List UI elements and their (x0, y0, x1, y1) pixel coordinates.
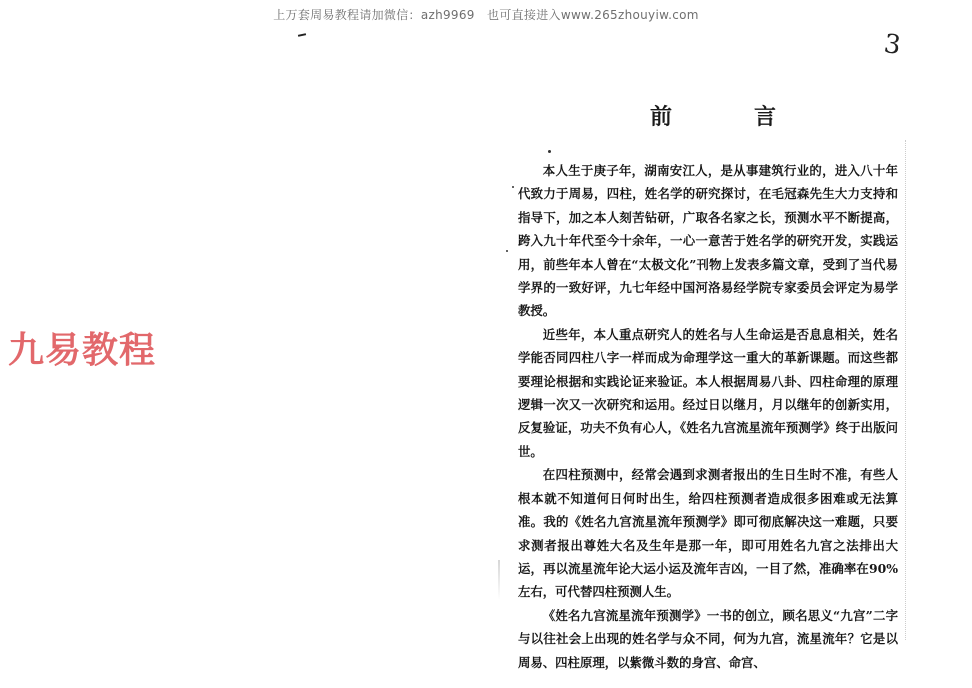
scan-speck (548, 150, 551, 153)
watermark-logo: 九易教程 (8, 330, 157, 371)
page-number: 3 (881, 28, 903, 62)
scan-speck (512, 186, 514, 188)
scan-mark (298, 33, 306, 37)
paragraph-3: 在四柱预测中，经常会遇到求测者报出的生日生时不准，有些人根本就不知道何日何时出生，给四柱预测者造成很多困难或无法算准。我的《姓名九宫流星流年预测学》即可彻底解决这一难题，只要求测者报出尊姓大名及生年是那一年，即可用姓名九宫之法排出大运，再以流星流年论大运小运及流年吉凶，一目了然，准确率在90%左右，可代替四柱预测人生。 (518, 467, 898, 600)
preface-section (518, 96, 898, 674)
scan-speck (506, 250, 508, 252)
paragraph-2: 近些年，本人重点研究人的姓名与人生命运是否息息相关，姓名学能否同四柱八字一样而成为命理学这一重大的革新课题。而这些都要理论根据和实践论证来验证。本人根据周易八卦、四柱命理的原理逻辑一次又一次研究和运用。经过日以继月，月以继年的创新实用，反复验证，功夫不负有心人，《姓名九宫流星流年预测学》终于出版问世。 (518, 326, 898, 459)
scan-edge (498, 560, 500, 600)
page-edge (905, 140, 907, 640)
paragraph-4: 《姓名九宫流星流年预测学》一书的创立，顾名思义“九宫”二字与以往社会上出现的姓名学与众不同，何为九宫，流星流年？它是以周易、四柱原理，以紫微斗数的身宫、命宫、 (518, 607, 898, 670)
preface-title: 前 言 (649, 104, 806, 130)
paragraph-1: 本人生于庚子年，湖南安江人，是从事建筑行业的，进入八十年代致力于周易，四柱，姓名学的研究探讨，在毛冠森先生大力支持和指导下，加之本人刻苦钻研，广取各名家之长，预测水平不断提高，跨入九十年代至今十余年，一心一意苦于姓名学的研究开发，实践运用，前些年本人曾在“太极文化”刊物上发表多篇文章，受到了当代易学界的一致好评，九七年经中国河洛易经学院专家委员会评定为易学教授。 (518, 163, 898, 319)
header-note: 上万套周易教程请加微信：azh9969 也可直接进入www.265zhouyiw.com (273, 8, 699, 22)
